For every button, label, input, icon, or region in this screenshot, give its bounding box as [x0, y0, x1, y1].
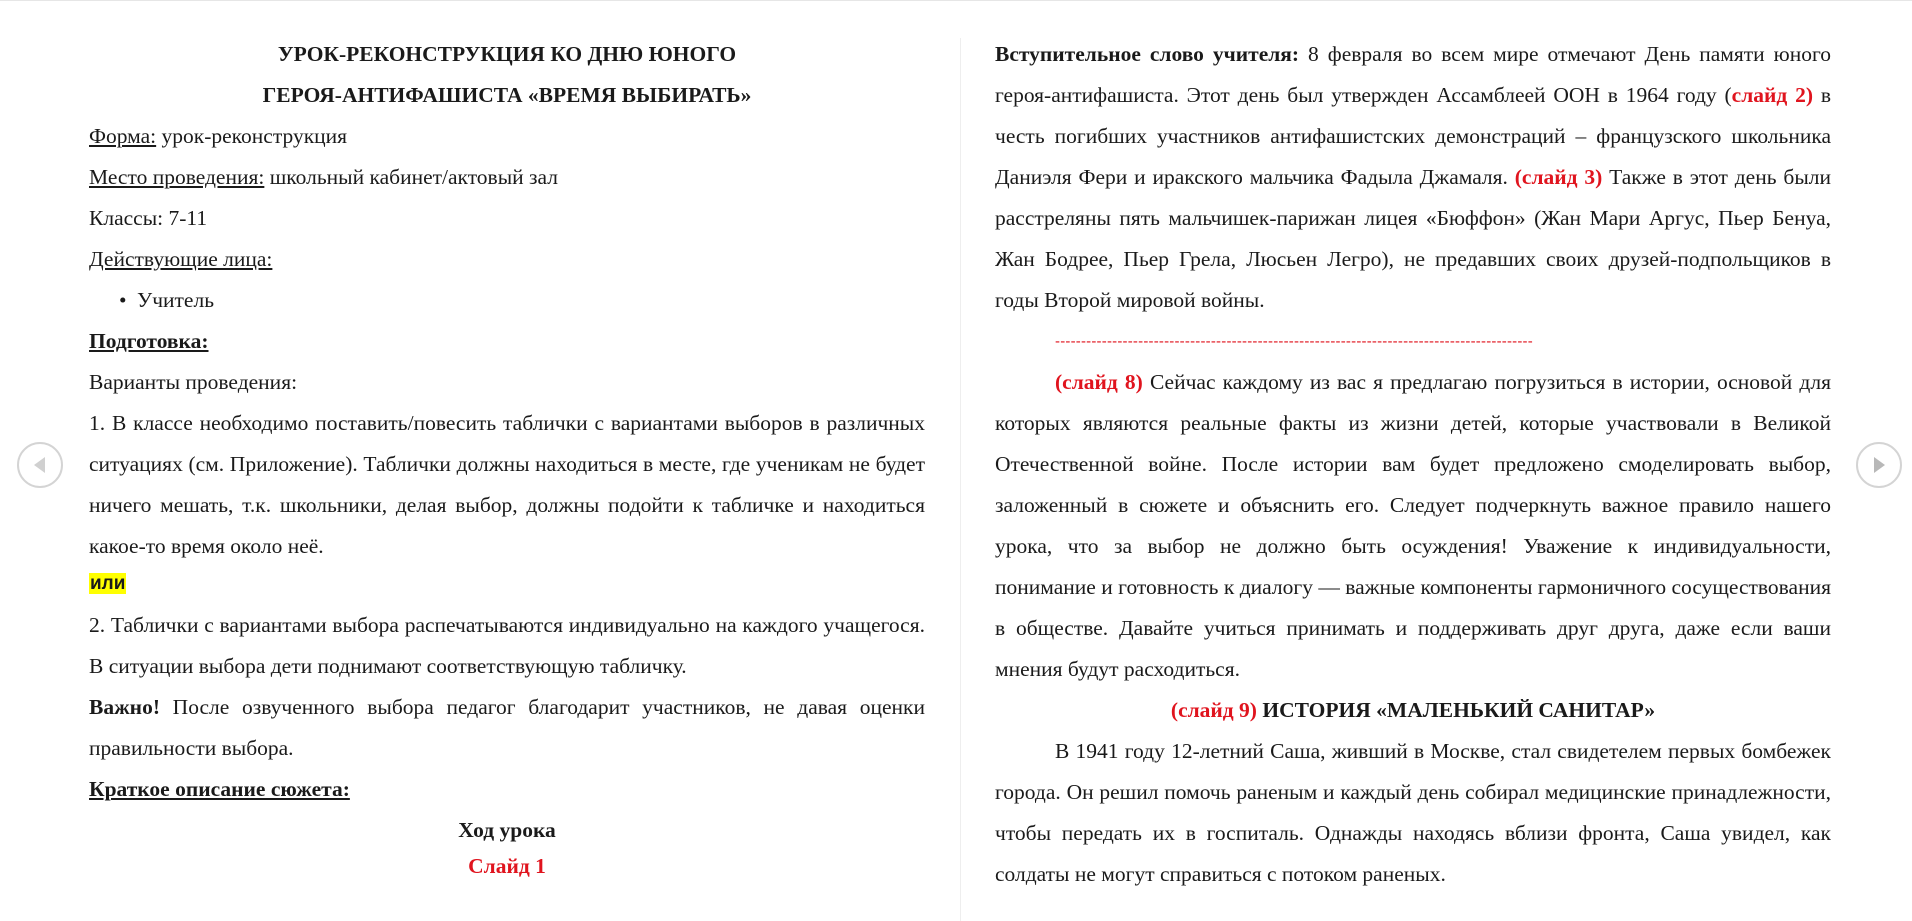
- document-title-line-1: УРОК-РЕКОНСТРУКЦИЯ КО ДНЮ ЮНОГО: [277, 42, 737, 66]
- form-row: [89, 116, 925, 157]
- place-label: Место проведения:: [89, 165, 265, 189]
- intro-label: Вступительное слово учителя:: [995, 42, 1300, 66]
- slide-2-ref: слайд 2): [1731, 83, 1814, 107]
- left-page: [89, 34, 925, 882]
- history-intro-paragraph: [995, 362, 1831, 690]
- slide-9-ref: (слайд 9): [1170, 698, 1257, 722]
- place-row: [89, 157, 925, 198]
- intro-text-2: в честь погибших участников антифашистских демонстраций – французского школьника Даниэля Фери и иракского мальчика Фадыла Джамаля.: [995, 83, 1832, 189]
- place-value: школьный кабинет/актовый зал: [264, 165, 558, 189]
- top-border: [0, 0, 1912, 1]
- slide-1-label: Слайд 1: [468, 854, 546, 878]
- right-page: [995, 34, 1831, 895]
- bullet-icon: •: [119, 288, 127, 312]
- page-divider: [960, 38, 961, 921]
- intro-paragraph: [995, 34, 1831, 321]
- characters-list-item: [89, 280, 925, 321]
- classes-row: Классы: 7-11: [89, 206, 208, 230]
- intro-text-3: Также в этот день были расстреляны пять мальчишек-парижан лицея «Бюффон» (Жан Мари Аргус, Пьер Бенуа, Жан Бодрее, Пьер Грела, Люсьен Легро), не предавших своих друзей-подпольщиков в годы Второй мировой войны.: [995, 165, 1831, 312]
- story-heading: [995, 690, 1831, 731]
- variant-2-text: 2. Таблички с вариантами выбора распечатываются индивидуально на каждого учащегося. В ситуации выбора дети поднимают соответствующую табличку.: [89, 613, 925, 678]
- characters-label: Действующие лица:: [89, 247, 273, 271]
- story-title: ИСТОРИЯ «МАЛЕНЬКИЙ САНИТАР»: [1256, 698, 1656, 722]
- slide-3-ref: (слайд 3): [1514, 165, 1603, 189]
- prev-page-button[interactable]: [17, 442, 63, 488]
- or-row: [89, 567, 925, 599]
- form-label: Форма:: [89, 124, 157, 148]
- variant-1-text: 1. В классе необходимо поставить/повесить таблички с вариантами выборов в различных ситуациях (см. Приложение). Таблички должны находиться в месте, где ученикам не будет ничего мешать, т.к. школьники, делая выбор, должны подойти к табличке и находиться какое-то время около неё.: [89, 411, 925, 558]
- red-dashed-separator: --------------------------------------------------------------------------------------------: [1055, 333, 1533, 350]
- important-label: Важно!: [89, 695, 160, 719]
- story-paragraph: В 1941 году 12-летний Саша, живший в Москве, стал свидетелем первых бомбежек города. Он решил помочь раненым и каждый день собирал медицинские принадлежности, чтобы передать их в госпиталь. Однажды находясь вблизи фронта, Саша увидел, как солдаты не могут справиться с потоком раненых.: [995, 739, 1831, 886]
- lesson-heading: Ход урока: [458, 818, 556, 842]
- or-highlight: или: [90, 573, 126, 594]
- important-text: После озвученного выбора педагог благодарит участников, не давая оценки правильности выбора.: [89, 695, 925, 760]
- important-row: [89, 687, 925, 769]
- variants-label: Варианты проведения:: [89, 370, 298, 394]
- summary-label: Краткое описание сюжета:: [89, 777, 350, 801]
- history-intro-text: Сейчас каждому из вас я предлагаю погрузиться в истории, основой для которых являются реальные факты из жизни детей, которые участвовали в Великой Отечественной войне. После истории вам будет предложено смоделировать выбор, заложенный в сюжете и объяснить его. Следует подчеркнуть важное правило нашего урока, что за выбор не должно быть осуждения! Уважение к индивидуальности, понимание и готовность к диалогу — важные компоненты гармоничного сосуществования в обществе. Давайте учиться принимать и поддерживать друг друга, даже если ваши мнения будут расходиться.: [995, 370, 1831, 681]
- preparation-label: Подготовка:: [89, 329, 209, 353]
- slide-8-ref: (слайд 8): [1055, 370, 1143, 394]
- form-value: урок-реконструкция: [156, 124, 348, 148]
- character-name: Учитель: [137, 288, 215, 312]
- document-title-line-2: ГЕРОЯ-АНТИФАШИСТА «ВРЕМЯ ВЫБИРАТЬ»: [262, 83, 752, 107]
- chevron-right-icon: [1870, 455, 1888, 475]
- next-page-button[interactable]: [1856, 442, 1902, 488]
- chevron-left-icon: [31, 455, 49, 475]
- intro-text-1: 8 февраля во всем мире отмечают День памяти юного героя-антифашиста. Этот день был утвержден Ассамблеей ООН в 1964 году (: [995, 42, 1831, 107]
